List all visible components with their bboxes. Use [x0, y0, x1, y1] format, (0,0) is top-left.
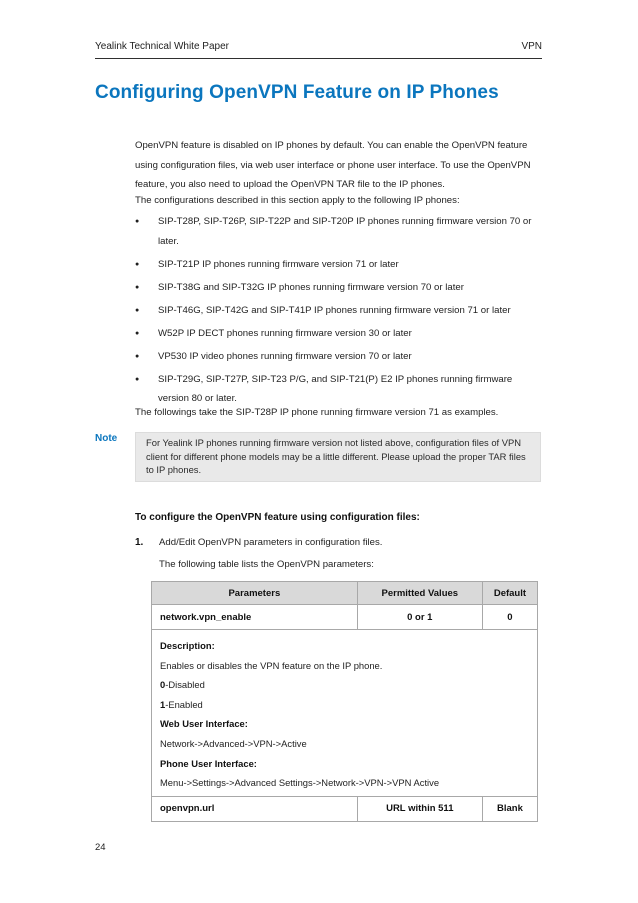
- param-name: network.vpn_enable: [152, 605, 358, 630]
- description-label: Description:: [160, 640, 215, 651]
- phone-ui-label: Phone User Interface:: [160, 757, 257, 769]
- page-title: Configuring OpenVPN Feature on IP Phones: [95, 82, 499, 103]
- header-parameters: Parameters: [152, 582, 358, 605]
- header-default: Default: [482, 582, 537, 605]
- list-item: ● VP530 IP video phones running firmware version 70 or later: [135, 347, 545, 367]
- header-divider: [95, 58, 542, 59]
- option-value: 1: [160, 698, 166, 710]
- option-disabled: [160, 675, 529, 695]
- list-item: ● SIP-T29G, SIP-T27P, SIP-T23 P/G, and SIP-T21(P) E2 IP phones running firmware version 80 or later.: [135, 370, 545, 409]
- step-subtext: The following table lists the OpenVPN parameters:: [159, 559, 374, 570]
- step-number: 1.: [135, 537, 144, 548]
- param-default: Blank: [482, 796, 537, 821]
- note-box: For Yealink IP phones running firmware version not listed above, configuration files of VPN client for different phone models may be a little different. Please upload the proper TAR files to IP phones.: [135, 432, 541, 482]
- step-text: Add/Edit OpenVPN parameters in configuration files.: [159, 537, 383, 548]
- option-value: 0: [160, 679, 166, 691]
- table-row: [152, 796, 538, 821]
- param-values: URL within 511: [357, 796, 482, 821]
- header-doc-title: Yealink Technical White Paper: [95, 41, 229, 52]
- table-row: [152, 605, 538, 630]
- applies-paragraph: The configurations described in this section apply to the following IP phones:: [135, 195, 460, 206]
- option-text: -Enabled: [165, 698, 203, 710]
- list-item: ● SIP-T38G and SIP-T32G IP phones running firmware version 70 or later: [135, 278, 545, 298]
- description-cell: [152, 630, 538, 797]
- phone-ui-path: Menu->Settings->Advanced Settings->Network->VPN->VPN Active: [160, 777, 440, 789]
- param-values: 0 or 1: [357, 605, 482, 630]
- phone-model-list: [135, 212, 545, 412]
- table-header-row: [152, 582, 538, 605]
- param-default: 0: [482, 605, 537, 630]
- examples-paragraph: The followings take the SIP-T28P IP phone running firmware version 71 as examples.: [135, 407, 499, 418]
- note-label: Note: [95, 433, 118, 444]
- parameters-table: [151, 581, 538, 822]
- procedure-heading: To configure the OpenVPN feature using configuration files:: [135, 512, 420, 523]
- header-permitted-values: Permitted Values: [357, 582, 482, 605]
- web-ui-path: Network->Advanced->VPN->Active: [160, 737, 307, 749]
- list-item: ● SIP-T28P, SIP-T26P, SIP-T22P and SIP-T20P IP phones running firmware version 70 or later.: [135, 212, 545, 251]
- page-number: 24: [95, 842, 106, 853]
- list-item: ● SIP-T21P IP phones running firmware version 71 or later: [135, 255, 545, 275]
- description-text: Enables or disables the VPN feature on the IP phone.: [160, 659, 383, 671]
- list-item: ● SIP-T46G, SIP-T42G and SIP-T41P IP phones running firmware version 71 or later: [135, 301, 545, 321]
- web-ui-label: Web User Interface:: [160, 718, 248, 730]
- option-text: -Disabled: [165, 679, 205, 691]
- table-row-description: [152, 630, 538, 797]
- option-enabled: [160, 695, 529, 715]
- list-item: ● W52P IP DECT phones running firmware version 30 or later: [135, 324, 545, 344]
- header-section: VPN: [521, 41, 542, 52]
- intro-paragraph: OpenVPN feature is disabled on IP phones by default. You can enable the OpenVPN feature using configuration files, via web user interface or phone user interface. To use the OpenVPN feature, you also need to upload the OpenVPN TAR file to the IP phones.: [135, 140, 531, 190]
- param-name: openvpn.url: [152, 796, 358, 821]
